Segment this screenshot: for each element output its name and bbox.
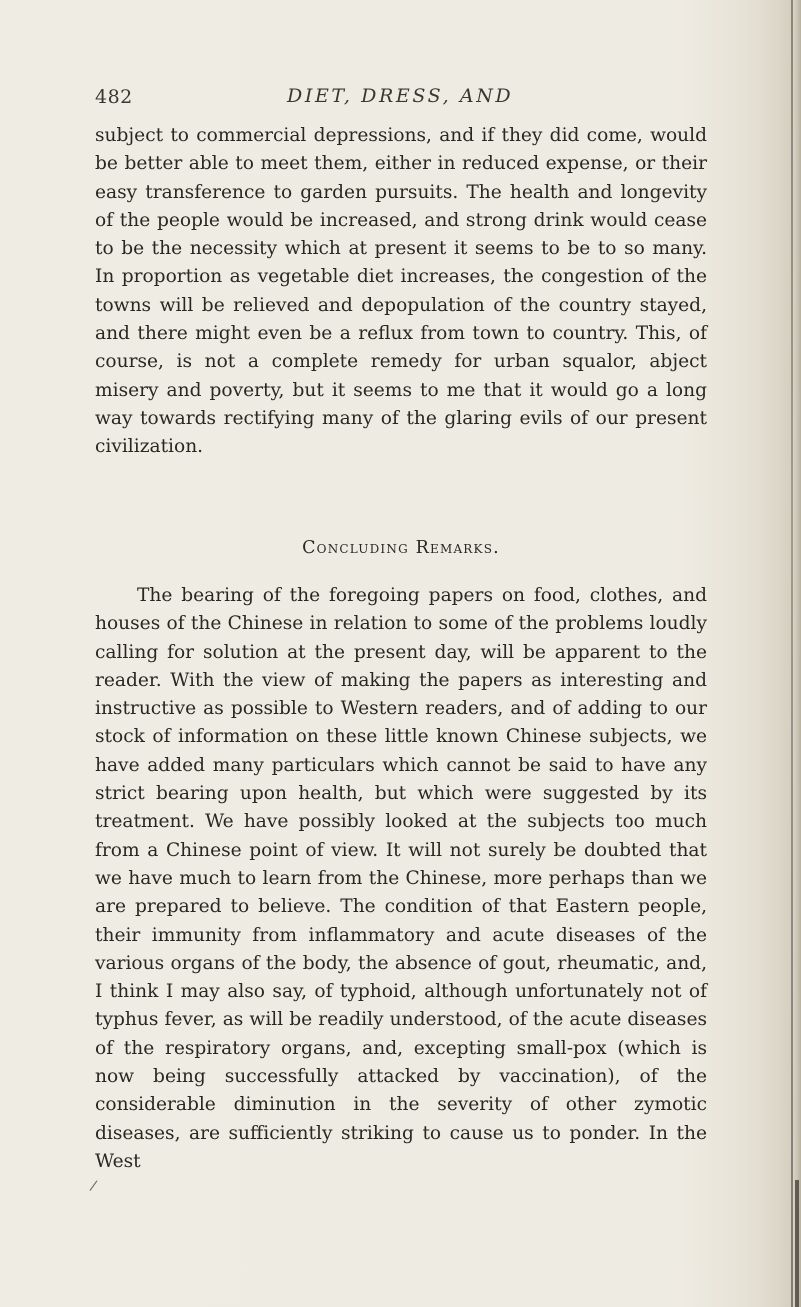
page-edge-line bbox=[791, 0, 793, 1307]
stray-mark: / bbox=[88, 1177, 99, 1195]
page-fore-edge bbox=[793, 0, 801, 1307]
running-head: DIET, DRESS, AND bbox=[287, 85, 514, 107]
page-header bbox=[95, 86, 705, 114]
body-text-top bbox=[95, 122, 707, 462]
paragraph-concluding: The bearing of the foregoing papers on food, clothes, and houses of the Chinese in relation to some of the problems loudly calling for solution at the present day, will be apparent to the reader. With the view of making the papers as interesting and instructive as possible to Western readers, and of adding to our stock of information on these little known Chinese subjects, we have added many particulars which cannot be said to have any strict bearing upon health, but which were suggested by its treatment. We have possibly looked at the subjects too much from a Chinese point of view. It will not surely be doubted that we have much to learn from the Chinese, more perhaps than we are prepared to believe. The condition of that Eastern people, their immunity from inflammatory and acute diseases of the various organs of the body, the absence of gout, rheumatic, and, I think I may also say, of typhoid, although unfortunately not of typhus fever, as will be readily understood, of the acute diseases of the respiratory organs, and, excepting small-pox (which is now being successfully attacked by vaccination), of the considerable diminution in the severity of other zymotic diseases, are sufficiently striking to cause us to ponder. In the West bbox=[95, 585, 707, 1172]
paragraph-continued: subject to commercial depressions, and if they did come, would be better able to meet them, either in reduced expense, or their easy transference to garden pursuits. The health and longevity of the people would be increased, and strong drink would cease to be the necessity which at present it seems to be to so many. In proportion as vegetable diet increases, the congestion of the towns will be relieved and depopulation of the country stayed, and there might even be a reflux from town to country. This, of course, is not a complete remedy for urban squalor, abject misery and poverty, but it seems to me that it would go a long way towards rectifying many of the glaring evils of our present civilization. bbox=[95, 125, 707, 458]
body-text-concluding bbox=[95, 582, 707, 1176]
page-edge-shadow bbox=[795, 1180, 799, 1307]
page-number: 482 bbox=[95, 86, 133, 108]
section-heading: Concluding Remarks. bbox=[302, 538, 500, 558]
